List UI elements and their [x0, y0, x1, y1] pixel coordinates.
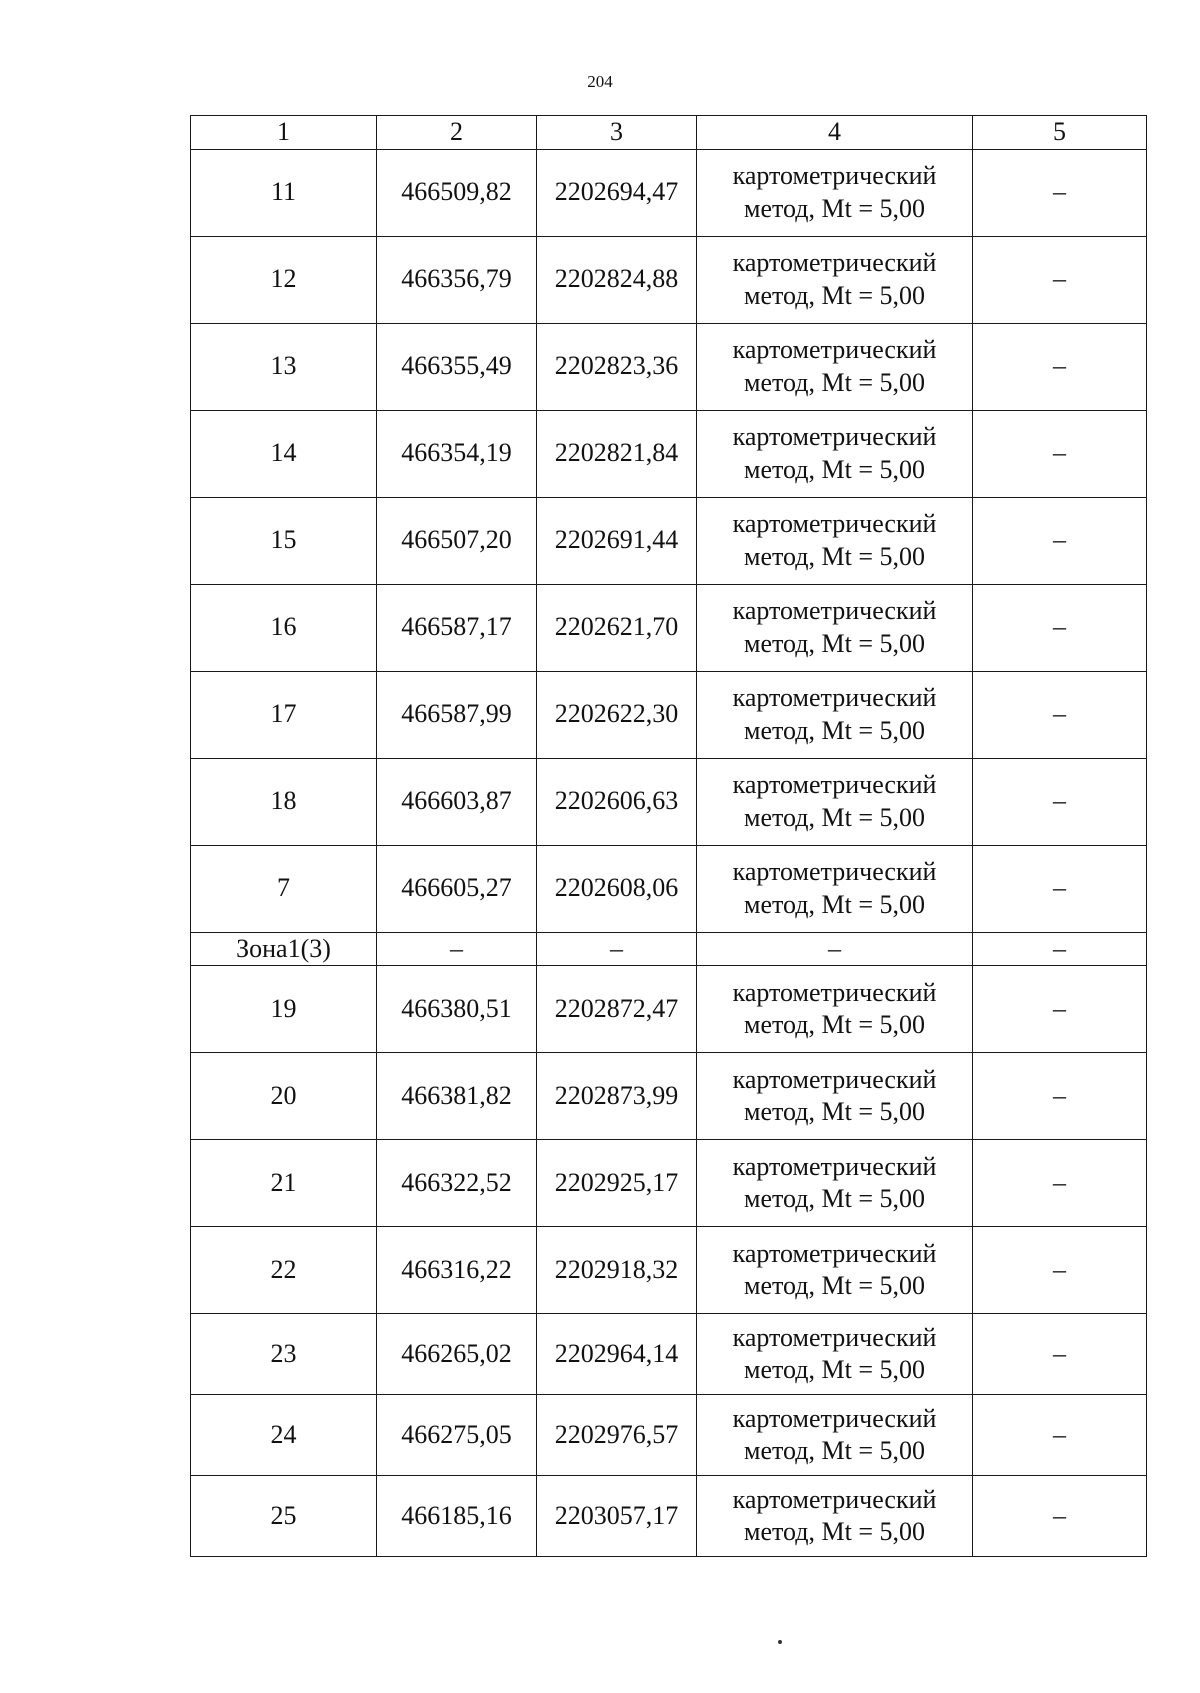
col5-cell: – [973, 497, 1147, 584]
x-coordinate-cell: 466380,51 [377, 966, 537, 1053]
page-number: 204 [587, 72, 613, 91]
method-cell [697, 1140, 973, 1227]
y-coordinate-cell: 2202606,63 [537, 758, 697, 845]
method-cell [697, 758, 973, 845]
col5-cell: – [973, 236, 1147, 323]
point-number-cell: 14 [191, 410, 377, 497]
header-cell-2: 2 [377, 116, 537, 150]
method-cell [697, 845, 973, 932]
zone-x-cell: – [377, 932, 537, 966]
col5-cell: – [973, 149, 1147, 236]
zone-row [191, 932, 1147, 966]
table-row [191, 1227, 1147, 1314]
point-number-cell: 17 [191, 671, 377, 758]
method-line-2: метод, Mt = 5,00 [744, 1271, 925, 1300]
col5-cell: – [973, 323, 1147, 410]
method-cell [697, 1314, 973, 1395]
x-coordinate-cell: 466603,87 [377, 758, 537, 845]
header-cell-1: 1 [191, 116, 377, 150]
header-cell-5: 5 [973, 116, 1147, 150]
method-cell [697, 236, 973, 323]
zone-y-cell: – [537, 932, 697, 966]
y-coordinate-cell: 2202964,14 [537, 1314, 697, 1395]
x-coordinate-cell: 466605,27 [377, 845, 537, 932]
table-row [191, 1395, 1147, 1476]
y-coordinate-cell: 2203057,17 [537, 1476, 697, 1557]
point-number-cell: 15 [191, 497, 377, 584]
method-line-2: метод, Mt = 5,00 [744, 802, 925, 832]
method-line-1: картометрический [732, 683, 937, 712]
table-row [191, 1314, 1147, 1395]
y-coordinate-cell: 2202872,47 [537, 966, 697, 1053]
col5-cell: – [973, 584, 1147, 671]
col5-cell: – [973, 1053, 1147, 1140]
x-coordinate-cell: 466356,79 [377, 236, 537, 323]
method-cell [697, 1476, 973, 1557]
method-line-2: метод, Mt = 5,00 [744, 1355, 925, 1384]
method-line-2: метод, Mt = 5,00 [744, 541, 925, 571]
col5-cell: – [973, 671, 1147, 758]
table-row [191, 323, 1147, 410]
method-cell [697, 1395, 973, 1476]
method-line-1: картометрический [732, 1238, 937, 1268]
method-line-2: метод, Mt = 5,00 [744, 715, 925, 745]
method-line-2: метод, Mt = 5,00 [744, 1436, 925, 1465]
method-line-2: метод, Mt = 5,00 [744, 367, 925, 397]
x-coordinate-cell: 466354,19 [377, 410, 537, 497]
col5-cell: – [973, 845, 1147, 932]
table-row [191, 758, 1147, 845]
method-line-1: картометрический [732, 857, 937, 886]
x-coordinate-cell: 466587,99 [377, 671, 537, 758]
method-line-2: метод, Mt = 5,00 [744, 454, 925, 484]
y-coordinate-cell: 2202608,06 [537, 845, 697, 932]
header-cell-3: 3 [537, 116, 697, 150]
method-cell [697, 1053, 973, 1140]
method-line-1: картометрический [732, 977, 937, 1007]
table-row [191, 410, 1147, 497]
y-coordinate-cell: 2202821,84 [537, 410, 697, 497]
table-row [191, 845, 1147, 932]
y-coordinate-cell: 2202925,17 [537, 1140, 697, 1227]
table-row [191, 497, 1147, 584]
method-line-1: картометрический [732, 596, 937, 625]
col5-cell: – [973, 1140, 1147, 1227]
point-number-cell: 22 [191, 1227, 377, 1314]
col5-cell: – [973, 1476, 1147, 1557]
y-coordinate-cell: 2202622,30 [537, 671, 697, 758]
method-line-1: картометрический [732, 509, 937, 538]
method-line-1: картометрический [732, 335, 937, 364]
x-coordinate-cell: 466381,82 [377, 1053, 537, 1140]
table-body [191, 116, 1147, 1557]
method-cell [697, 1227, 973, 1314]
method-line-1: картометрический [732, 1151, 937, 1181]
point-number-cell: 23 [191, 1314, 377, 1395]
table-row [191, 966, 1147, 1053]
method-line-1: картометрический [732, 1322, 937, 1352]
col5-cell: – [973, 758, 1147, 845]
x-coordinate-cell: 466316,22 [377, 1227, 537, 1314]
x-coordinate-cell: 466275,05 [377, 1395, 537, 1476]
y-coordinate-cell: 2202691,44 [537, 497, 697, 584]
zone-method-cell: – [697, 932, 973, 966]
x-coordinate-cell: 466507,20 [377, 497, 537, 584]
method-line-2: метод, Mt = 5,00 [744, 628, 925, 658]
method-line-2: метод, Mt = 5,00 [744, 889, 925, 919]
col5-cell: – [973, 1395, 1147, 1476]
method-line-1: картометрический [732, 161, 937, 190]
header-cell-4: 4 [697, 116, 973, 150]
point-number-cell: 16 [191, 584, 377, 671]
x-coordinate-cell: 466185,16 [377, 1476, 537, 1557]
method-line-2: метод, Mt = 5,00 [744, 1517, 925, 1546]
y-coordinate-cell: 2202694,47 [537, 149, 697, 236]
y-coordinate-cell: 2202621,70 [537, 584, 697, 671]
point-number-cell: 21 [191, 1140, 377, 1227]
y-coordinate-cell: 2202823,36 [537, 323, 697, 410]
point-number-cell: 13 [191, 323, 377, 410]
method-cell [697, 323, 973, 410]
table-row [191, 1140, 1147, 1227]
point-number-cell: 25 [191, 1476, 377, 1557]
y-coordinate-cell: 2202873,99 [537, 1053, 697, 1140]
col5-cell: – [973, 410, 1147, 497]
method-line-1: картометрический [732, 770, 937, 799]
table-row [191, 149, 1147, 236]
table-row [191, 1053, 1147, 1140]
method-line-2: метод, Mt = 5,00 [744, 1184, 925, 1213]
method-line-2: метод, Mt = 5,00 [744, 1097, 925, 1126]
method-line-2: метод, Mt = 5,00 [744, 280, 925, 310]
y-coordinate-cell: 2202976,57 [537, 1395, 697, 1476]
method-line-1: картометрический [732, 1064, 937, 1094]
method-line-1: картометрический [732, 422, 937, 451]
x-coordinate-cell: 466509,82 [377, 149, 537, 236]
point-number-cell: 20 [191, 1053, 377, 1140]
col5-cell: – [973, 966, 1147, 1053]
x-coordinate-cell: 466265,02 [377, 1314, 537, 1395]
coordinates-table [190, 115, 1147, 1557]
method-line-2: метод, Mt = 5,00 [744, 1010, 925, 1039]
zone-label-cell: Зона1(3) [191, 932, 377, 966]
table-header-row [191, 116, 1147, 150]
x-coordinate-cell: 466355,49 [377, 323, 537, 410]
method-cell [697, 410, 973, 497]
method-line-1: картометрический [732, 248, 937, 277]
point-number-cell: 18 [191, 758, 377, 845]
method-cell [697, 149, 973, 236]
y-coordinate-cell: 2202918,32 [537, 1227, 697, 1314]
scan-speck [778, 1640, 782, 1644]
col5-cell: – [973, 1227, 1147, 1314]
point-number-cell: 7 [191, 845, 377, 932]
table-row [191, 584, 1147, 671]
point-number-cell: 12 [191, 236, 377, 323]
method-line-1: картометрический [732, 1484, 937, 1514]
method-cell [697, 497, 973, 584]
table-row [191, 1476, 1147, 1557]
method-cell [697, 966, 973, 1053]
table-row [191, 236, 1147, 323]
point-number-cell: 11 [191, 149, 377, 236]
point-number-cell: 19 [191, 966, 377, 1053]
y-coordinate-cell: 2202824,88 [537, 236, 697, 323]
point-number-cell: 24 [191, 1395, 377, 1476]
method-cell [697, 671, 973, 758]
method-cell [697, 584, 973, 671]
zone-col5-cell: – [973, 932, 1147, 966]
method-line-1: картометрический [732, 1403, 937, 1433]
x-coordinate-cell: 466322,52 [377, 1140, 537, 1227]
table-row [191, 671, 1147, 758]
method-line-2: метод, Mt = 5,00 [744, 193, 925, 223]
x-coordinate-cell: 466587,17 [377, 584, 537, 671]
col5-cell: – [973, 1314, 1147, 1395]
